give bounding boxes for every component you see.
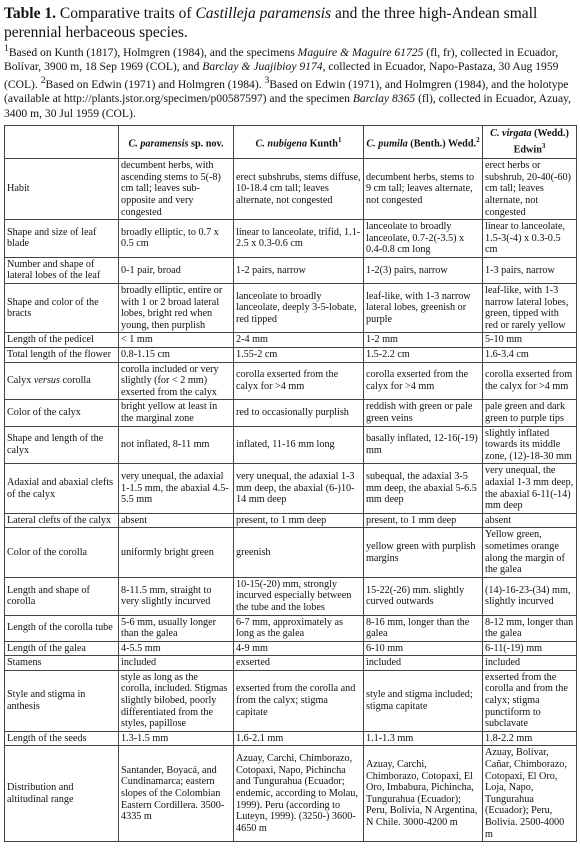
- header-species-4: C. virgata (Wedd.) Edwin$^3$: [483, 125, 577, 158]
- table-footnotes: $^1$Based on Kunth (1817), Holmgren (1984), and the specimens Maguire & Maguire 61725 (fl, fr), collected in Ecuador, Bolívar, 3900 m, 18 Sep 1969 (COL), and Barclay & Juajibioy 9174, collected in Ecuador, Napo-Pastaza, 30 Aug 1959 (COL). $^2$Based on Edwin (1971) and Holmgren (1984). $^3$Based on Edwin (1971), and Holmgren (1984), and the holotype (available at http://plants.jstor.org/specimen/p00587597) and the specimen Barclay 8365 (fl), collected in Ecuador, Azuay, 3400 m, 30 Jul 1959 (COL).: [4, 43, 572, 120]
- trait-name-cell: Distribution and altitudinal range: [5, 746, 119, 842]
- table-row: [5, 670, 577, 731]
- trait-value-cell: 0-1 pair, broad: [119, 257, 234, 283]
- trait-name-cell: Color of the corolla: [5, 528, 119, 577]
- note3-specimen: Barclay 8365: [352, 92, 416, 106]
- trait-name-cell: Length of the galea: [5, 641, 119, 656]
- trait-value-cell: 8-16 mm, longer than the galea: [364, 615, 483, 641]
- table-row: [5, 362, 577, 400]
- trait-value-cell: 1.6-3.4 cm: [483, 348, 577, 363]
- header-trait: [5, 125, 119, 158]
- trait-name-cell: Calyx versus corolla: [5, 362, 119, 400]
- trait-value-cell: included: [364, 656, 483, 671]
- trait-value-cell: 0.8-1.15 cm: [119, 348, 234, 363]
- note1-a: Based on Kunth (1817), Holmgren (1984), and the specimens: [8, 45, 298, 59]
- trait-value-cell: 1-2(3) pairs, narrow: [364, 257, 483, 283]
- trait-value-cell: decumbent herbs, with ascending stems to 5(-8) cm tall; leaves sub-opposite and very congested: [119, 159, 234, 220]
- trait-value-cell: Azuay, Carchi, Chimborazo, Cotopaxi, El Oro, Imbabura, Pichincha, Tungurahua (Ecuador); Peru, Bolivia, N Argentina, N Chile. 3000-4200 m: [364, 746, 483, 842]
- trait-name-cell: Length of the corolla tube: [5, 615, 119, 641]
- trait-value-cell: basally inflated, 12-16(-19) mm: [364, 426, 483, 464]
- header-species-3: C. pumila (Benth.) Wedd.$^2$: [364, 125, 483, 158]
- trait-value-cell: 1.3-1.5 mm: [119, 731, 234, 746]
- trait-name-cell: Number and shape of lateral lobes of the leaf: [5, 257, 119, 283]
- trait-value-cell: 1.5-2.2 cm: [364, 348, 483, 363]
- note3-b: (fl), collected in Ecuador, Azuay, 3400 m, 30 Jul 1959 (COL).: [4, 92, 572, 120]
- table-row: [5, 257, 577, 283]
- trait-name-cell: Length of the pedicel: [5, 333, 119, 348]
- trait-value-cell: bright yellow at least in the marginal zone: [119, 400, 234, 426]
- trait-value-cell: 4-9 mm: [234, 641, 364, 656]
- trait-value-cell: 1-2 pairs, narrow: [234, 257, 364, 283]
- table-row: [5, 426, 577, 464]
- table-row: [5, 333, 577, 348]
- table-row: [5, 513, 577, 528]
- trait-name-cell: Shape and color of the bracts: [5, 284, 119, 333]
- trait-value-cell: not inflated, 8-11 mm: [119, 426, 234, 464]
- trait-value-cell: absent: [119, 513, 234, 528]
- table-row: [5, 528, 577, 577]
- trait-name-cell: Color of the calyx: [5, 400, 119, 426]
- header-species-2: C. nubigena Kunth$^1$: [234, 125, 364, 158]
- trait-value-cell: very unequal, the adaxial 1-1.5 mm, the abaxial 4.5-5.5 mm: [119, 464, 234, 513]
- note2: Based on Edwin (1971) and Holmgren (1984).: [45, 78, 265, 92]
- trait-value-cell: erect herbs or subshrub, 20-40(-60) cm tall; leaves alternate, not congested: [483, 159, 577, 220]
- trait-name-cell: Style and stigma in anthesis: [5, 670, 119, 731]
- trait-value-cell: very unequal, the adaxial 1-3 mm deep, the abaxial (6-)10-14 mm deep: [234, 464, 364, 513]
- trait-value-cell: reddish with green or pale green veins: [364, 400, 483, 426]
- trait-value-cell: corolla exserted from the calyx for >4 mm: [483, 362, 577, 400]
- trait-value-cell: 1.1-1.3 mm: [364, 731, 483, 746]
- trait-value-cell: pale green and dark green to purple tips: [483, 400, 577, 426]
- trait-value-cell: (14)-16-23-(34) mm, slightly incurved: [483, 577, 577, 615]
- trait-value-cell: 15-22(-26) mm. slightly curved outwards: [364, 577, 483, 615]
- table-row: [5, 615, 577, 641]
- title-species: Castilleja paramensis: [195, 5, 332, 22]
- trait-value-cell: 10-15(-20) mm, strongly incurved especially between the tube and the lobes: [234, 577, 364, 615]
- trait-value-cell: corolla exserted from the calyx for >4 mm: [364, 362, 483, 400]
- trait-value-cell: very unequal, the adaxial 1-3 mm deep, the abaxial 6-11(-14) mm deep: [483, 464, 577, 513]
- trait-value-cell: 5-10 mm: [483, 333, 577, 348]
- trait-value-cell: absent: [483, 513, 577, 528]
- trait-name-cell: Length of the seeds: [5, 731, 119, 746]
- trait-value-cell: 8-12 mm, longer than the galea: [483, 615, 577, 641]
- trait-value-cell: 8-11.5 mm, straight to very slightly incurved: [119, 577, 234, 615]
- trait-name-cell: Stamens: [5, 656, 119, 671]
- trait-value-cell: greenish: [234, 528, 364, 577]
- trait-value-cell: Azuay, Bolívar, Cañar, Chimborazo, Cotopaxi, El Oro, Loja, Napo, Tungurahua (Ecuador); Peru, Bolivia. 2500-4000 m: [483, 746, 577, 842]
- note1-c: , collected in Ecuador, Napo-Pastaza, 30 Aug 1959 (COL).: [4, 60, 559, 92]
- table-row: [5, 656, 577, 671]
- trait-value-cell: broadly elliptic, to 0.7 x 0.5 cm: [119, 220, 234, 258]
- header-species-1: C. paramensis sp. nov.: [119, 125, 234, 158]
- trait-name-cell: Total length of the flower: [5, 348, 119, 363]
- trait-value-cell: corolla exserted from the calyx for >4 mm: [234, 362, 364, 400]
- trait-value-cell: exserted: [234, 656, 364, 671]
- table-row: [5, 641, 577, 656]
- trait-value-cell: present, to 1 mm deep: [364, 513, 483, 528]
- trait-value-cell: exserted from the corolla and from the calyx; stigma capitate: [234, 670, 364, 731]
- table-header-row: [5, 125, 577, 158]
- trait-value-cell: leaf-like, with 1-3 narrow lateral lobes, greenish or purple: [364, 284, 483, 333]
- trait-value-cell: 6-10 mm: [364, 641, 483, 656]
- traits-table: [4, 125, 577, 842]
- trait-value-cell: included: [119, 656, 234, 671]
- trait-value-cell: leaf-like, with 1-3 narrow lateral lobes, green, tipped with red or rarely yellow: [483, 284, 577, 333]
- note1-specimen2: Barclay & Juajibioy 9174: [202, 60, 323, 74]
- trait-value-cell: erect subshrubs, stems diffuse, 10-18.4 cm tall; leaves alternate, not congested: [234, 159, 364, 220]
- trait-value-cell: < 1 mm: [119, 333, 234, 348]
- trait-value-cell: inflated, 11-16 mm long: [234, 426, 364, 464]
- trait-value-cell: 1.8-2.2 mm: [483, 731, 577, 746]
- trait-name-cell: Length and shape of corolla: [5, 577, 119, 615]
- trait-name-cell: Adaxial and abaxial clefts of the calyx: [5, 464, 119, 513]
- table-row: [5, 464, 577, 513]
- trait-value-cell: 1-2 mm: [364, 333, 483, 348]
- trait-value-cell: 6-7 mm, approximately as long as the galea: [234, 615, 364, 641]
- trait-value-cell: linear to lanceolate, trifid, 1.1-2.5 x 0.3-0.6 cm: [234, 220, 364, 258]
- table-label: Table 1.: [4, 5, 56, 22]
- trait-value-cell: 1-3 pairs, narrow: [483, 257, 577, 283]
- trait-value-cell: decumbent herbs, stems to 9 cm tall; leaves alternate, not congested: [364, 159, 483, 220]
- trait-name-cell: Lateral clefts of the calyx: [5, 513, 119, 528]
- trait-value-cell: linear to lanceolate, 1.5-3(-4) x 0.3-0.5 cm: [483, 220, 577, 258]
- trait-value-cell: Yellow green, sometimes orange along the margin of the galea: [483, 528, 577, 577]
- title-text-pre: Comparative traits of: [55, 5, 196, 22]
- trait-value-cell: style and stigma included; stigma capitate: [364, 670, 483, 731]
- table-row: [5, 348, 577, 363]
- table-caption-title: [4, 4, 576, 42]
- trait-value-cell: lanceolate to broadly lanceolate, 0.7-2(-3.5) x 0.4-0.8 cm long: [364, 220, 483, 258]
- trait-value-cell: 5-6 mm, usually longer than the galea: [119, 615, 234, 641]
- trait-value-cell: Azuay, Carchi, Chimborazo, Cotopaxi, Napo, Pichincha and Tungurahua (Ecuador; endemic, according to Molau, 1999). Peru (according to Luteyn, 1999). (3250-) 3600-4650 m: [234, 746, 364, 842]
- note1-b: (fl, fr), collected in Ecuador, Bolívar, 3900 m, 18 Sep 1969 (COL), and: [4, 45, 559, 74]
- trait-name-cell: Habit: [5, 159, 119, 220]
- trait-name-cell: Shape and length of the calyx: [5, 426, 119, 464]
- trait-value-cell: exserted from the corolla and from the calyx; stigma punctiform to subclavate: [483, 670, 577, 731]
- note1-specimen1: Maguire & Maguire 61725: [297, 45, 424, 59]
- trait-value-cell: red to occasionally purplish: [234, 400, 364, 426]
- trait-value-cell: 6-11(-19) mm: [483, 641, 577, 656]
- trait-value-cell: 1.6-2.1 mm: [234, 731, 364, 746]
- trait-value-cell: corolla included or very slightly (for < 2 mm) exserted from the calyx: [119, 362, 234, 400]
- trait-value-cell: included: [483, 656, 577, 671]
- table-row: [5, 400, 577, 426]
- table-row: [5, 159, 577, 220]
- trait-value-cell: 1.55-2 cm: [234, 348, 364, 363]
- trait-value-cell: subequal, the adaxial 3-5 mm deep, the abaxial 5-6.5 mm deep: [364, 464, 483, 513]
- trait-value-cell: lanceolate to broadly lanceolate, deeply 3-5-lobate, red tipped: [234, 284, 364, 333]
- trait-value-cell: yellow green with purplish margins: [364, 528, 483, 577]
- title-text-post: and the three high-Andean small perennial herbaceous species.: [4, 5, 538, 41]
- trait-value-cell: present, to 1 mm deep: [234, 513, 364, 528]
- note3-a: Based on Edwin (1971), and Holmgren (1984), and the holotype (available at http://plants.jstor.org/specimen/p00587597) and the specimen: [4, 78, 569, 106]
- trait-value-cell: 4-5.5 mm: [119, 641, 234, 656]
- trait-value-cell: slightly inflated towards its middle zone, (12)-18-30 mm: [483, 426, 577, 464]
- trait-value-cell: 2-4 mm: [234, 333, 364, 348]
- trait-name-cell: Shape and size of leaf blade: [5, 220, 119, 258]
- trait-value-cell: uniformly bright green: [119, 528, 234, 577]
- table-row: [5, 220, 577, 258]
- trait-value-cell: broadly elliptic, entire or with 1 or 2 broad lateral lobes, bright red when young, then purplish: [119, 284, 234, 333]
- trait-value-cell: style as long as the corolla, included. Stigmas slightly bilobed, poorly differentiated from the styles, papillose: [119, 670, 234, 731]
- table-row: [5, 577, 577, 615]
- table-row: [5, 731, 577, 746]
- table-row: [5, 284, 577, 333]
- trait-value-cell: Santander, Boyacá, and Cundinamarca; eastern slopes of the Colombian Eastern Cordillera. 3500-4335 m: [119, 746, 234, 842]
- table-row: [5, 746, 577, 842]
